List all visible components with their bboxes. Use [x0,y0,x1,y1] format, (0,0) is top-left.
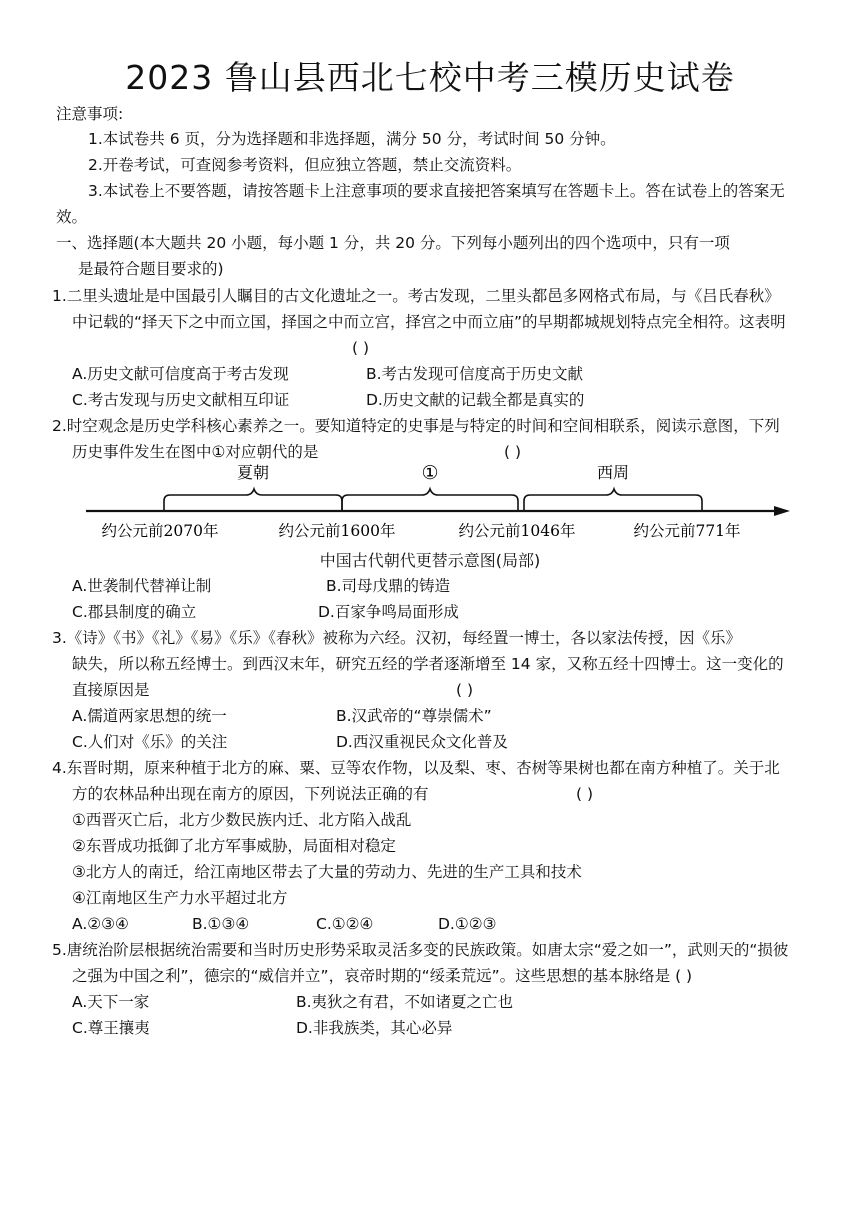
q4-statement-2: ②东晋成功抵御了北方军事威胁，局面相对稳定 [72,837,396,855]
q5-stem-line2: 之强为中国之利”，德宗的“威信并立”，哀帝时期的“绥柔荒远”。这些思想的基本脉络是 ( ) [72,967,693,985]
q3-option-b: B.汉武帝的“尊崇儒术” [336,707,492,725]
q3-option-c: C.人们对《乐》的关注 [72,733,228,751]
brace-xia [164,489,342,510]
q2-stem-line1: 2.时空观念是历史学科核心素养之一。要知道特定的史事是与特定的时间和空间相联系，阅读示意图，下列 [52,417,780,435]
q2-option-b: B.司母戊鼎的铸造 [326,577,451,595]
notice-item-3-cont: 效。 [56,208,88,226]
q4-stem-line2: 方的农林品种出现在南方的原因，下列说法正确的有 [72,785,429,803]
q1-stem-line1: 1.二里头遗址是中国最引人瞩目的古文化遗址之一。考古发现，二里头都邑多网格式布局，与《吕氏春秋》 [52,287,780,305]
q5-option-c: C.尊王攘夷 [72,1019,150,1037]
brace-western-zhou [524,489,702,510]
timeline-arrow [774,506,790,516]
q5-option-a: A.天下一家 [72,993,150,1011]
section-heading: 一、选择题(本大题共 20 小题，每小题 1 分，共 20 分。下列每小题列出的四个选项中，只有一项 [56,234,730,252]
period-label-western-zhou: 西周 [596,463,630,482]
date-label-3: 约公元前1046年 [458,522,576,540]
q1-option-d: D.历史文献的记载全都是真实的 [366,391,585,409]
timeline-diagram [80,455,800,550]
notice-item-2: 2.开卷考试，可查阅参考资料，但应独立答题，禁止交流资料。 [88,156,522,174]
q4-option-b: B.①③④ [192,915,250,933]
date-label-1: 约公元前2070年 [101,522,219,540]
period-label-xia: 夏朝 [236,463,270,482]
q3-stem-line2: 缺失，所以称五经博士。到西汉末年，研究五经的学者逐渐增至 14 家，又称五经十四博士。这一变化的 [72,655,784,673]
section-heading-cont: 是最符合题目要求的) [78,260,224,278]
q1-option-c: C.考古发现与历史文献相互印证 [72,391,290,409]
date-label-4: 约公元前771年 [633,522,741,540]
brace-period-1 [342,489,518,510]
q4-statement-3: ③北方人的南迁，给江南地区带去了大量的劳动力、先进的生产工具和技术 [72,863,582,881]
q3-answer-bracket: ( ) [456,681,474,699]
timeline-caption: 中国古代朝代更替示意图(局部) [319,551,541,570]
q1-option-b: B.考古发现可信度高于历史文献 [366,365,584,383]
notice-item-3: 3.本试卷上不要答题，请按答题卡上注意事项的要求直接把答案填写在答题卡上。答在试卷上的答案无 [88,182,785,200]
q2-option-c: C.郡县制度的确立 [72,603,197,621]
q2-stem-line2: 历史事件发生在图中①对应朝代的是 [72,443,319,461]
q4-answer-bracket: ( ) [576,785,594,803]
q4-option-d: D.①②③ [438,915,497,933]
q4-option-c: C.①②④ [316,915,374,933]
q2-answer-bracket: ( ) [504,443,522,461]
q5-option-b: B.夷狄之有君，不如诸夏之亡也 [296,993,514,1011]
q1-option-a: A.历史文献可信度高于考古发现 [72,365,289,383]
q1-answer-bracket: ( ) [352,339,370,357]
notice-heading: 注意事项: [56,105,124,123]
q3-option-d: D.西汉重视民众文化普及 [336,733,508,751]
q4-option-a: A.②③④ [72,915,129,933]
notice-item-1: 1.本试卷共 6 页，分为选择题和非选择题，满分 50 分，考试时间 50 分钟。 [88,130,616,148]
q5-stem-line1: 5.唐统治阶层根据统治需要和当时历史形势采取灵活多变的民族政策。如唐太宗“爱之如一”，武则天的“损彼 [52,941,789,959]
page-title: 2023 鲁山县西北七校中考三模历史试卷 [125,58,735,97]
dynasty-timeline [80,455,800,550]
q5-option-d: D.非我族类，其心必异 [296,1019,453,1037]
q3-stem-line3: 直接原因是 [72,681,150,699]
q4-stem-line1: 4.东晋时期，原来种植于北方的麻、粟、豆等农作物，以及梨、枣、杏树等果树也都在南方种植了。关于北 [52,759,780,777]
q2-option-a: A.世袭制代替禅让制 [72,577,212,595]
date-label-2: 约公元前1600年 [278,522,396,540]
q3-stem-line1: 3.《诗》《书》《礼》《易》《乐》《春秋》被称为六经。汉初，每经置一博士，各以家法传授，因《乐》 [52,629,742,647]
q1-stem-line2: 中记载的“择天下之中而立国，择国之中而立宫，择宫之中而立庙”的早期都城规划特点完全相符。这表明 [72,313,786,331]
q4-statement-4: ④江南地区生产力水平超过北方 [72,889,288,907]
period-label-1: ① [421,462,439,484]
q2-option-d: D.百家争鸣局面形成 [318,603,459,621]
q4-statement-1: ①西晋灭亡后，北方少数民族内迁、北方陷入战乱 [72,811,412,829]
q3-option-a: A.儒道两家思想的统一 [72,707,227,725]
